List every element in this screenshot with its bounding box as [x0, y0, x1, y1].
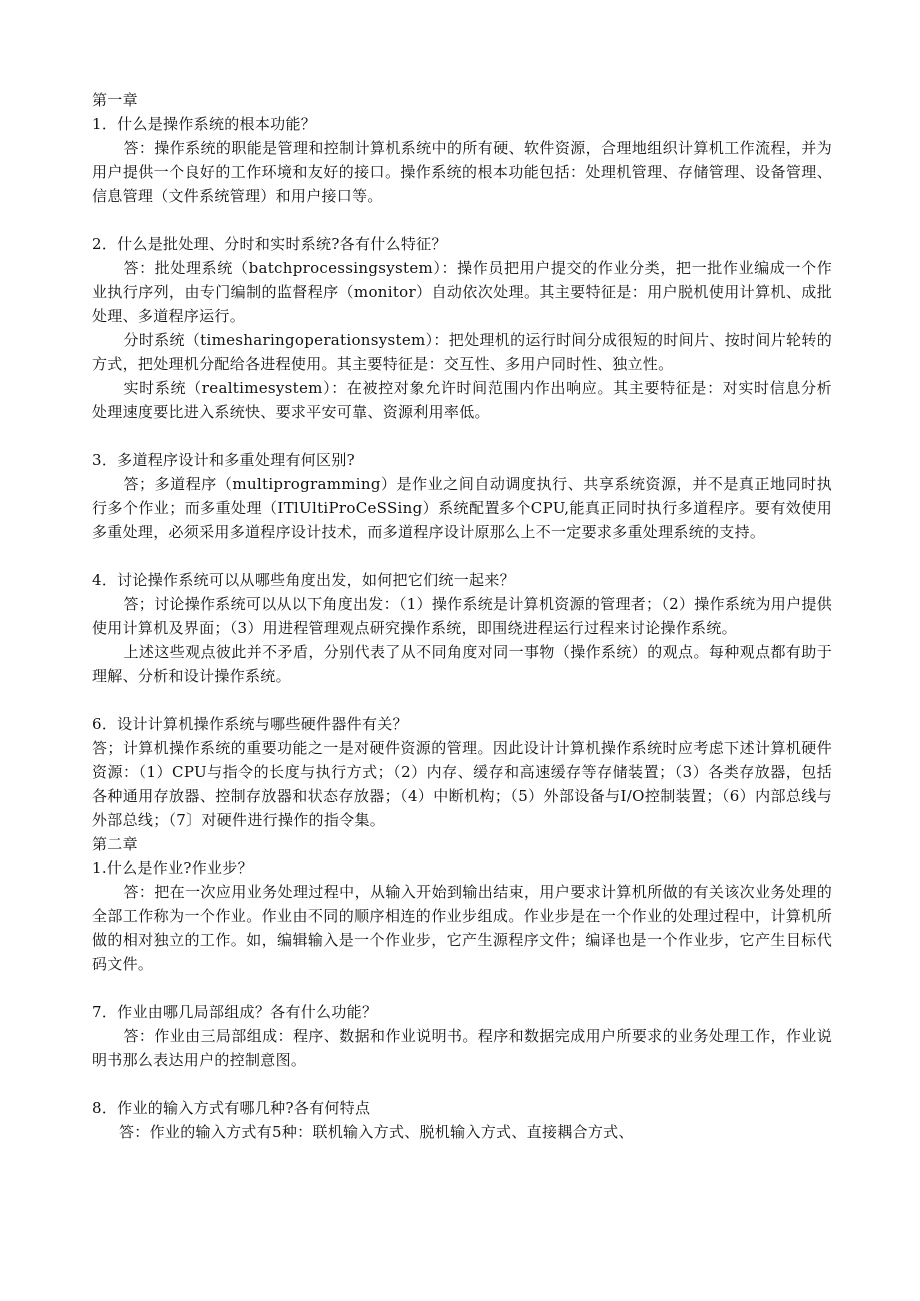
chapter-2-heading: 第二章	[92, 835, 138, 853]
question-7-answer: 答：作业由三局部组成：程序、数据和作业说明书。程序和数据完成用户所要求的业务处理工作，作业说明书那么表达用户的控制意图。	[92, 1027, 832, 1069]
question-1-title: 1．什么是操作系统的根本功能？	[92, 115, 317, 133]
question-2-answer-realtime: 实时系统（realtimesystem）：在被控对象允许时间范围内作出响应。其主要特征是：对实时信息分析处理速度要比进入系统快、要求平安可靠、资源利用率低。	[92, 379, 832, 421]
question-2-answer-batch: 答：批处理系统（batchprocessingsystem）：操作员把用户提交的作业分类，把一批作业编成一个作业执行序列，由专门编制的监督程序（monitor）自动依次处理。其主要特征是：用户脱机使用计算机、成批处理、多道程序运行。	[92, 259, 832, 325]
question-8-title: 8．作业的输入方式有哪几种?各有何特点	[92, 1099, 371, 1117]
spacer	[92, 208, 832, 232]
chapter-2-question-1-answer: 答：把在一次应用业务处理过程中，从输入开始到输出结束，用户要求计算机所做的有关该次业务处理的全部工作称为一个作业。作业由不同的顺序相连的作业步组成。作业步是在一个作业的处理过程中，计算机所做的相对独立的工作。如，编辑输入是一个作业步，它产生源程序文件；编译也是一个作业步，它产生目标代码文件。	[92, 883, 832, 973]
spacer	[92, 544, 832, 568]
question-6-answer: 答；计算机操作系统的重要功能之一是对硬件资源的管理。因此设计计算机操作系统时应考虑下述计算机硬件资源：（1）CPU与指令的长度与执行方式；（2）内存、缓存和高速缓存等存储装置；（3）各类存放器，包括各种通用存放器、控制存放器和状态存放器；（4）中断机构；（5）外部设备与I/O控制装置；（6）内部总线与外部总线；（7〕对硬件进行操作的指令集。	[92, 739, 832, 829]
question-4-title: 4．讨论操作系统可以从哪些角度出发，如何把它们统一起来？	[92, 571, 515, 589]
question-8-answer: 答：作业的输入方式有5种：联机输入方式、脱机输入方式、直接耦合方式、	[119, 1123, 634, 1141]
document-page	[92, 88, 832, 1144]
question-2-answer-timesharing: 分时系统（timesharingoperationsystem）：把处理机的运行时间分成很短的时间片、按时间片轮转的方式，把处理机分配给各进程使用。其主要特征是：交互性、多用户同时性、独立性。	[92, 331, 832, 373]
question-4-answer: 答；讨论操作系统可以从以下角度出发：（1）操作系统是计算机资源的管理者；（2）操作系统为用户提供使用计算机及界面；（3）用进程管理观点研究操作系统，即围绕进程运行过程来讨论操作系统。	[92, 595, 832, 637]
question-7-title: 7．作业由哪几局部组成？各有什么功能？	[92, 1003, 378, 1021]
chapter-2-question-1-title: 1.什么是作业?作业步？	[92, 859, 253, 877]
spacer	[92, 976, 832, 1000]
spacer	[92, 688, 832, 712]
question-3-title: 3．多道程序设计和多重处理有何区别?	[92, 451, 355, 469]
question-3-answer: 答；多道程序（multiprogramming）是作业之间自动调度执行、共享系统资源，并不是真正地同时执行多个作业；而多重处理（ITlUltiProCeSSing）系统配置多个CPU,能真正同时执行多道程序。要有效使用多重处理，必须采用多道程序设计技术，而多道程序设计原那么上不一定要求多重处理系统的支持。	[92, 475, 832, 541]
question-2-title: 2．什么是批处理、分时和实时系统?各有什么特征？	[92, 235, 447, 253]
question-4-answer-continued: 上述这些观点彼此并不矛盾，分别代表了从不同角度对同一事物（操作系统）的观点。每种观点都有助于理解、分析和设计操作系统。	[92, 643, 832, 685]
question-6-title: 6．设计计算机操作系统与哪些硬件器件有关？	[92, 715, 408, 733]
spacer	[92, 1072, 832, 1096]
chapter-1-heading: 第一章	[92, 91, 138, 109]
spacer	[92, 424, 832, 448]
question-1-answer: 答：操作系统的职能是管理和控制计算机系统中的所有硬、软件资源，合理地组织计算机工作流程，并为用户提供一个良好的工作环境和友好的接口。操作系统的根本功能包括：处理机管理、存储管理、设备管理、信息管理（文件系统管理）和用户接口等。	[92, 139, 832, 205]
